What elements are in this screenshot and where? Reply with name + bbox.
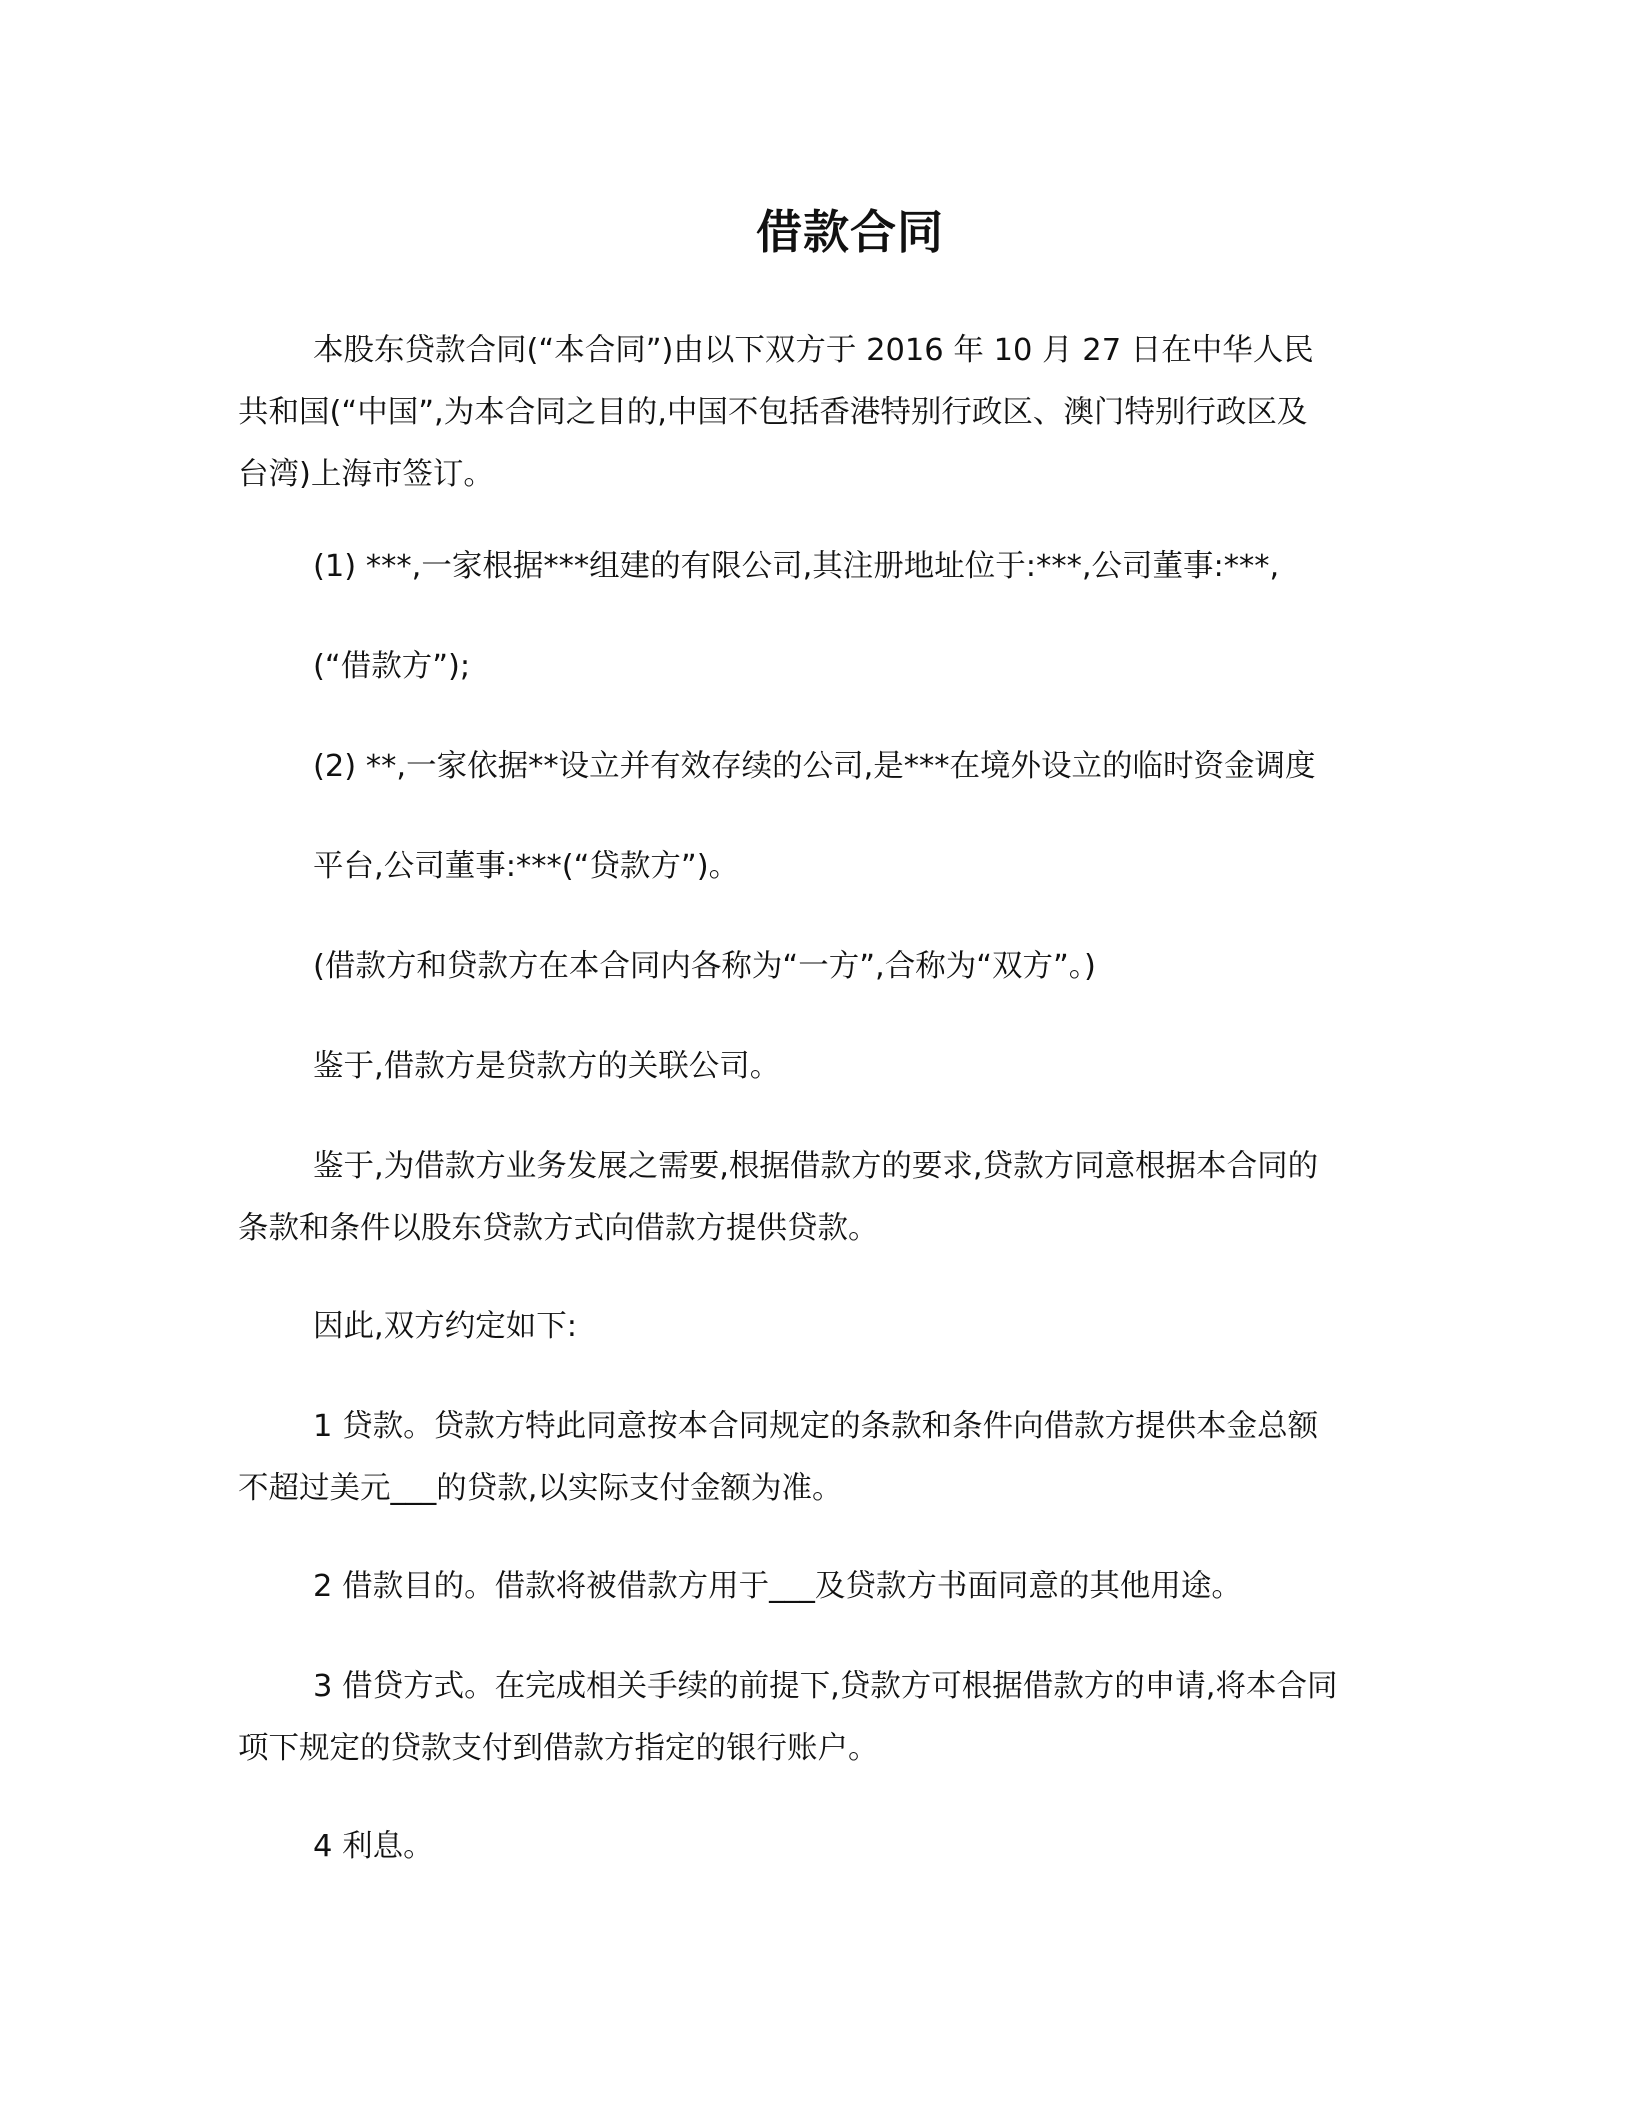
whereas-2-paragraph — [238, 1136, 1384, 1260]
clause-1-line-2: 不超过美元___的贷款,以实际支付金额为准。 — [238, 1471, 843, 1506]
party1-line-2: (“借款方”); — [313, 649, 471, 684]
whereas-2-line-2: 条款和条件以股东贷款方式向借款方提供贷款。 — [238, 1211, 879, 1246]
therefore-statement: 因此,双方约定如下: — [313, 1309, 577, 1344]
clause-3-paragraph — [238, 1656, 1384, 1780]
clause-4: 4 利息。 — [313, 1829, 434, 1864]
clause-3-line-1: 3 借贷方式。在完成相关手续的前提下,贷款方可根据借款方的申请,将本合同 — [313, 1669, 1338, 1704]
intro-line-1: 本股东贷款合同(“本合同”)由以下双方于 2016 年 10 月 27 日在中华人民 — [313, 333, 1314, 368]
whereas-1: 鉴于,借款方是贷款方的关联公司。 — [313, 1049, 781, 1084]
intro-paragraph — [238, 320, 1384, 506]
whereas-2-line-1: 鉴于,为借款方业务发展之需要,根据借款方的要求,贷款方同意根据本合同的 — [313, 1149, 1319, 1184]
clause-1-paragraph — [238, 1396, 1384, 1520]
party1-line-1: (1) ***,一家根据***组建的有限公司,其注册地址位于:***,公司董事:***, — [313, 549, 1280, 584]
party2-line-1: (2) **,一家依据**设立并有效存续的公司,是***在境外设立的临时资金调度 — [313, 749, 1316, 784]
intro-line-3: 台湾)上海市签订。 — [238, 457, 494, 492]
document-title: 借款合同 — [756, 205, 944, 259]
clause-1-line-1: 1 贷款。贷款方特此同意按本合同规定的条款和条件向借款方提供本金总额 — [313, 1409, 1319, 1444]
clause-3-line-2: 项下规定的贷款支付到借款方指定的银行账户。 — [238, 1731, 879, 1766]
clause-2: 2 借款目的。借款将被借款方用于___及贷款方书面同意的其他用途。 — [313, 1569, 1242, 1604]
parties-note: (借款方和贷款方在本合同内各称为“一方”,合称为“双方”。) — [313, 949, 1096, 984]
intro-line-2: 共和国(“中国”,为本合同之目的,中国不包括香港特别行政区、澳门特别行政区及 — [238, 395, 1308, 430]
party2-line-2: 平台,公司董事:***(“贷款方”)。 — [313, 849, 740, 884]
